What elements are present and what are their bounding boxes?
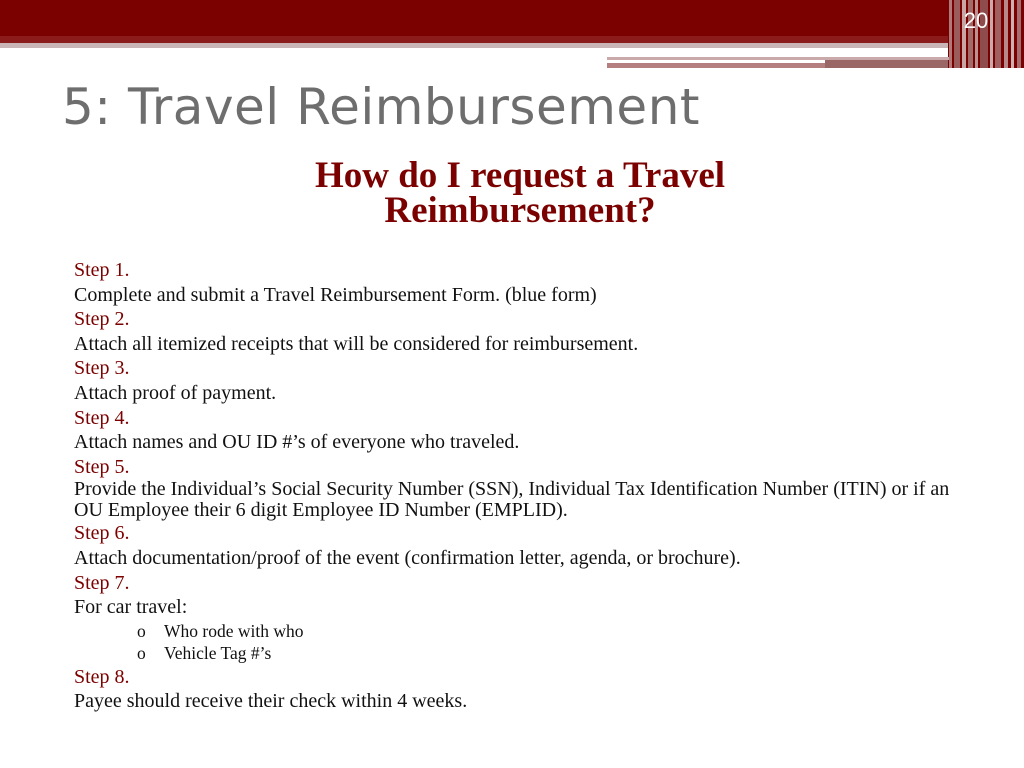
step-label: Step 3. (74, 357, 130, 380)
step-text: For car travel: (74, 596, 188, 619)
step-label: Step 8. (74, 665, 130, 688)
bullet-marker: o (137, 620, 146, 641)
list-item (74, 642, 974, 665)
bullet-marker: o (137, 643, 146, 664)
steps-list (74, 258, 974, 714)
decorative-stripe (1004, 0, 1008, 68)
step-label: Step 5. (74, 455, 130, 478)
bullet-text: Vehicle Tag #’s (164, 643, 272, 664)
header-band-shadow (0, 43, 1024, 48)
step-text: Attach names and OU ID #’s of everyone who traveled. (74, 431, 520, 454)
step-text: Payee should receive their check within 4 weeks. (74, 690, 468, 713)
slide-number: 20 (963, 8, 989, 33)
decorative-stripe (1017, 0, 1021, 68)
step-text: Complete and submit a Travel Reimbursement Form. (blue form) (74, 283, 597, 306)
header-band-lower (0, 36, 1024, 43)
list-item (74, 620, 974, 643)
step-label: Step 2. (74, 308, 130, 331)
decorative-stripe (949, 0, 952, 68)
step-text: Attach proof of payment. (74, 381, 277, 404)
step-text: Attach documentation/proof of the event (confirmation letter, agenda, or brochure). (74, 546, 741, 569)
step-label: Step 7. (74, 571, 130, 594)
car-travel-bullets (74, 620, 974, 665)
slide-title: 5: Travel Reimbursement (62, 78, 700, 136)
step-label: Step 1. (74, 259, 130, 281)
step-label: Step 4. (74, 406, 130, 429)
bullet-text: Who rode with who (164, 620, 304, 641)
step-label: Step 6. (74, 522, 130, 545)
step-text: Attach all itemized receipts that will be considered for reimbursement. (74, 332, 639, 355)
decorative-stripe (607, 63, 825, 68)
step-text: Provide the Individual’s Social Security Number (SSN), Individual Tax Identification Number (ITIN) or if an OU Employee their 6 digit Employee ID Number (EMPLID). (74, 478, 950, 522)
decorative-stripe (995, 0, 1001, 68)
header-band (0, 0, 1024, 36)
slide-subtitle: How do I request a Travel Reimbursement? (314, 155, 726, 231)
decorative-stripe (825, 60, 948, 68)
decorative-stripe (1011, 0, 1014, 68)
